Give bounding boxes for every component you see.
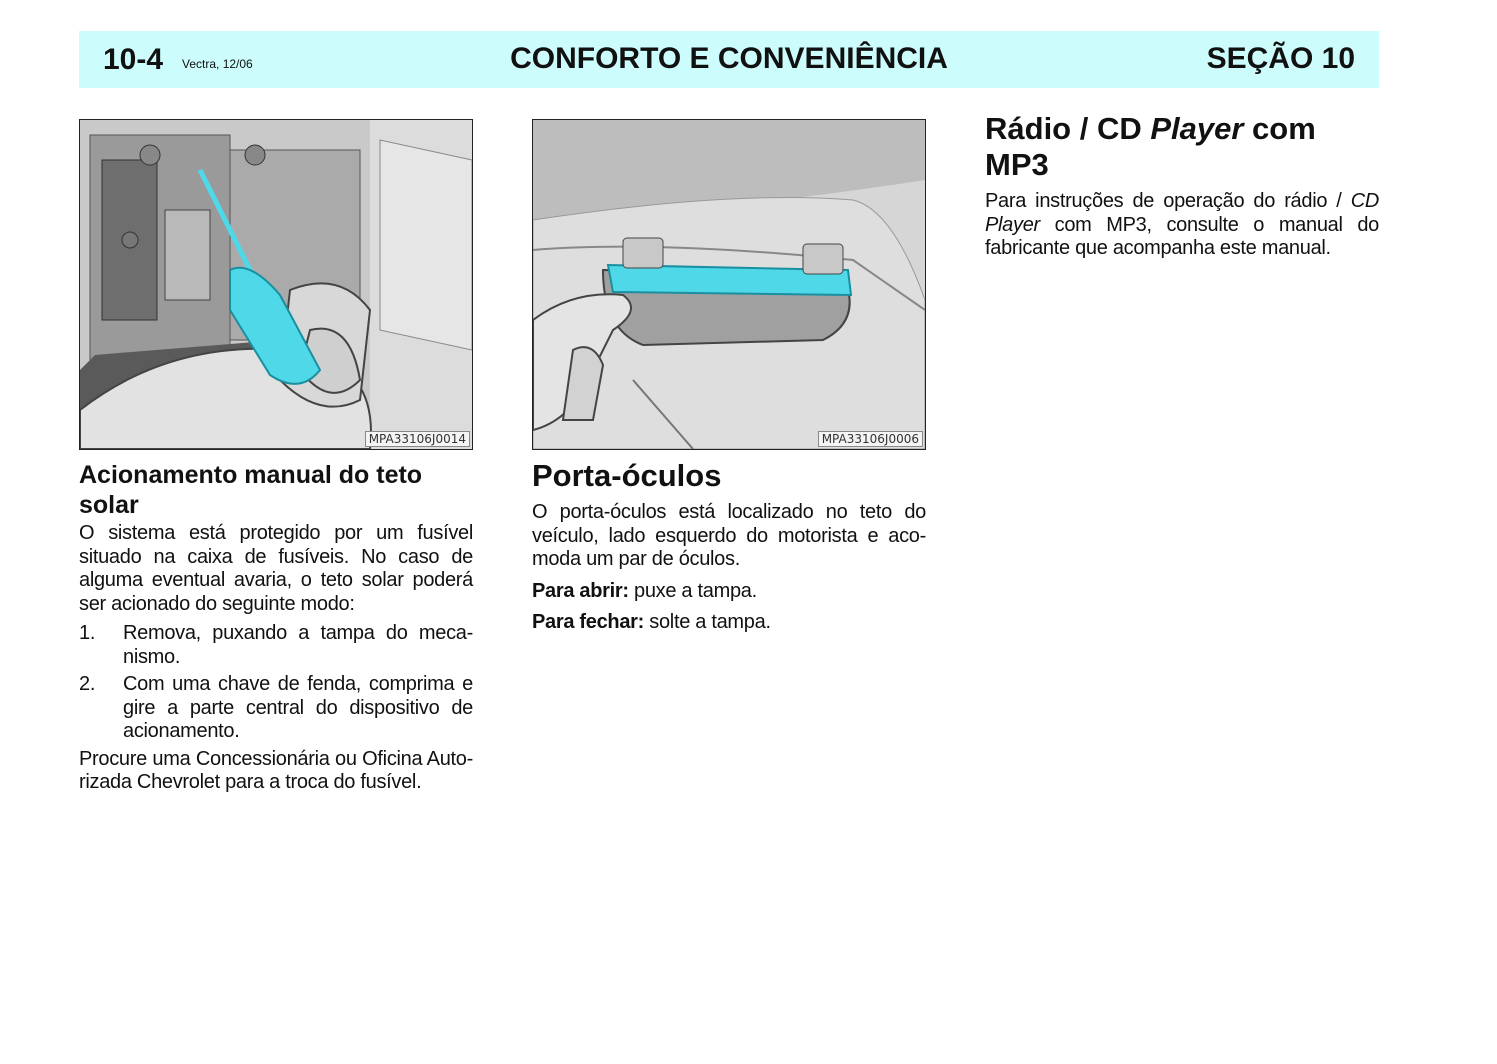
open-instruction <box>532 580 926 604</box>
list-item <box>79 622 473 669</box>
glasses-holder-intro: O porta-óculos está localizado no teto do veículo, lado esquerdo do motorista e aco-moda um par de óculos. <box>532 501 926 570</box>
radio-heading <box>985 111 1379 183</box>
radio-text-part1: Para instruções de operação do rádio / <box>985 190 1351 212</box>
list-item <box>79 673 473 744</box>
sunroof-intro: O sistema está protegido por um fusível situado na caixa de fusíveis. No caso de alguma eventual avaria, o teto solar poderá ser acionado do seguinte modo: <box>79 522 473 615</box>
glasses-holder-illustration <box>532 119 926 450</box>
radio-text-part2: com MP3, consulte o manual do fabricante que acompanha este manual. <box>985 213 1379 259</box>
section-label: SEÇÃO 10 <box>1206 42 1355 75</box>
page-number: 10-4 <box>103 43 164 76</box>
figure-code: MPA33106J0014 <box>365 431 470 447</box>
glasses-holder-drawing <box>533 120 925 449</box>
open-text: puxe a tampa. <box>628 579 757 602</box>
edition-label: Vectra, 12/06 <box>182 57 253 71</box>
radio-text-italic: CD Player <box>985 190 1379 236</box>
radio-heading-part2: com MP3 <box>985 111 1316 182</box>
glasses-holder-section <box>532 458 926 635</box>
step-number: 2. <box>79 673 96 695</box>
radio-text <box>985 190 1379 261</box>
page-header <box>79 31 1379 88</box>
step-number: 1. <box>79 622 96 644</box>
sunroof-drawing <box>80 120 472 449</box>
sunroof-illustration <box>79 119 473 450</box>
radio-section <box>985 111 1379 261</box>
step-text: Remova, puxando a tampa do meca-nismo. <box>123 622 473 668</box>
sunroof-outro: Procure uma Concessionária ou Oficina Auto-rizada Chevrolet para a troca do fusível. <box>79 747 473 793</box>
radio-heading-italic: Player <box>1150 111 1244 146</box>
close-text: solte a tampa. <box>644 611 771 633</box>
radio-heading-part1: Rádio / CD <box>985 111 1151 146</box>
glasses-holder-heading: Porta-óculos <box>532 458 722 493</box>
close-instruction <box>532 611 926 635</box>
figure-code: MPA33106J0006 <box>818 431 923 447</box>
chapter-title: CONFORTO E CONVENIÊNCIA <box>510 42 948 75</box>
sunroof-heading: Acionamento manual do teto solar <box>79 461 423 519</box>
sunroof-steps <box>79 622 473 744</box>
open-label: Para abrir: <box>532 579 629 602</box>
close-label: Para fechar: <box>532 611 645 633</box>
step-text: Com uma chave de fenda, comprima e gire a parte central do dispositivo de acionamento. <box>123 673 473 742</box>
sunroof-section <box>79 460 473 795</box>
